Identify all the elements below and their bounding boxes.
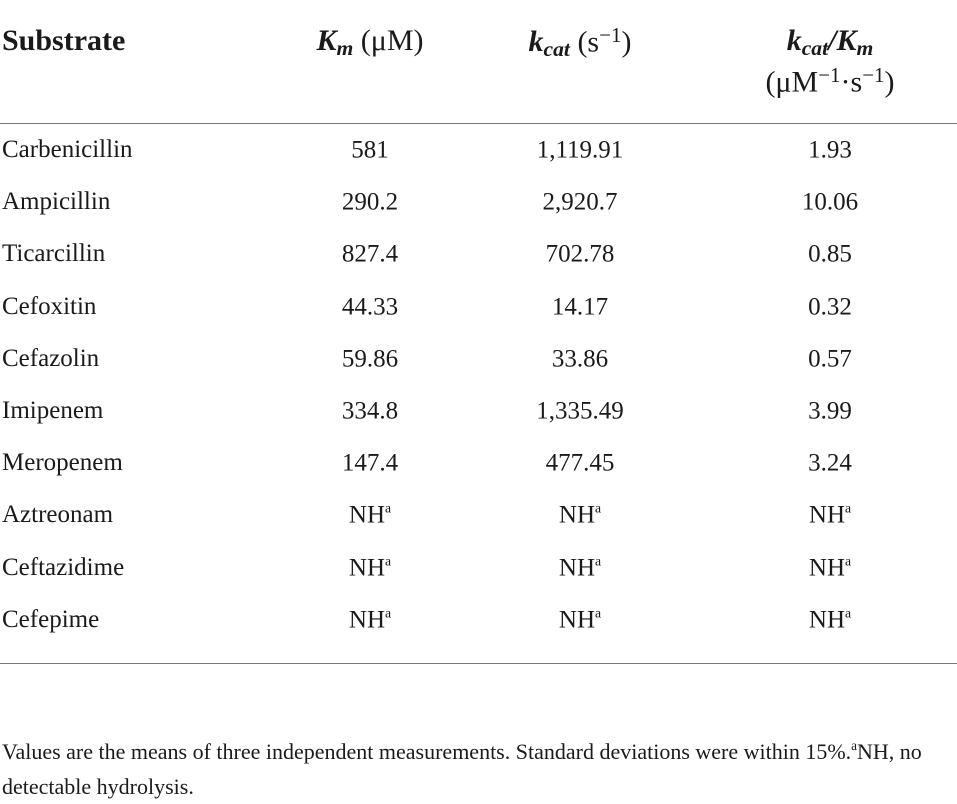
km-subscript: m xyxy=(336,35,354,60)
efficiency-value: 0.32 xyxy=(808,293,852,321)
kcat-value: 14.17 xyxy=(551,293,609,321)
table-row xyxy=(0,228,957,280)
km-cell xyxy=(290,135,450,164)
efficiency-cell xyxy=(740,240,920,269)
eff-unit-mid: ·s xyxy=(840,65,863,99)
km-value: 59.86 xyxy=(341,345,399,373)
kcat-cell xyxy=(500,553,660,582)
km-value: NH xyxy=(348,502,385,530)
efficiency-cell xyxy=(740,188,920,217)
table-footnote xyxy=(2,728,942,804)
efficiency-value: NH xyxy=(808,502,845,530)
efficiency-cell xyxy=(740,501,920,530)
kcat-subscript: cat xyxy=(543,37,570,62)
efficiency-value: 0.57 xyxy=(808,345,852,373)
table-row xyxy=(0,542,957,594)
kcat-cell xyxy=(500,344,660,373)
km-value: 290.2 xyxy=(341,188,399,216)
table-bottom-divider xyxy=(0,663,957,664)
header-efficiency xyxy=(740,22,920,101)
substrate-cell: Ampicillin xyxy=(2,188,111,216)
kcat-unit-open: (s xyxy=(569,25,600,59)
km-footnote-mark: a xyxy=(385,500,392,516)
table-row xyxy=(0,489,957,541)
footnote-mark: a xyxy=(851,738,858,753)
km-value: 44.33 xyxy=(341,293,399,321)
efficiency-cell xyxy=(740,605,920,634)
eff-letter-k: k xyxy=(786,24,802,57)
eff-unit-exp2: −1 xyxy=(862,62,885,87)
table-body xyxy=(0,124,957,646)
table-row xyxy=(0,176,957,228)
km-cell xyxy=(290,240,450,269)
header-substrate: Substrate xyxy=(2,24,126,57)
km-letter: K xyxy=(316,24,337,57)
km-cell xyxy=(290,501,450,530)
footnote-mark-text: NH, no detectable hydrolysis. xyxy=(2,739,922,800)
substrate-cell: Meropenem xyxy=(2,449,123,477)
km-cell xyxy=(290,553,450,582)
kcat-cell xyxy=(500,188,660,217)
kcat-cell xyxy=(500,396,660,425)
header-km xyxy=(290,22,450,62)
table-row xyxy=(0,281,957,333)
efficiency-cell xyxy=(740,344,920,373)
km-value: 581 xyxy=(351,136,389,164)
kcat-value: 477.45 xyxy=(545,449,615,477)
eff-letter-K: K xyxy=(836,24,857,57)
footnote-text: Values are the means of three independent measurements. Standard deviations were within 15%. xyxy=(2,739,852,765)
km-value: NH xyxy=(348,554,385,582)
kcat-value: 1,335.49 xyxy=(536,397,624,425)
kcat-unit-close: ) xyxy=(621,25,632,59)
efficiency-value: 1.93 xyxy=(808,136,852,164)
kcat-value: 1,119.91 xyxy=(536,136,624,164)
km-symbol xyxy=(316,24,354,60)
km-cell xyxy=(290,449,450,478)
substrate-cell: Cefoxitin xyxy=(2,292,97,320)
efficiency-value: 0.85 xyxy=(808,241,852,269)
substrate-cell: Ticarcillin xyxy=(2,240,106,268)
substrate-cell: Aztreonam xyxy=(2,501,114,529)
header-kcat xyxy=(500,22,660,63)
km-footnote-mark: a xyxy=(385,605,392,621)
table-row xyxy=(0,333,957,385)
substrate-cell: Cefepime xyxy=(2,605,100,633)
substrate-cell: Cefazolin xyxy=(2,344,100,372)
efficiency-symbol-line xyxy=(740,22,920,62)
km-cell xyxy=(290,605,450,634)
kcat-cell xyxy=(500,240,660,269)
eff-subscript-m: m xyxy=(856,35,874,60)
kcat-cell xyxy=(500,449,660,478)
efficiency-cell xyxy=(740,292,920,321)
efficiency-cell xyxy=(740,449,920,478)
eff-unit-exp1: −1 xyxy=(818,62,841,87)
kcat-letter: k xyxy=(528,25,544,59)
table-row xyxy=(0,437,957,489)
km-cell xyxy=(290,344,450,373)
table-row xyxy=(0,594,957,646)
kcat-unit-exponent: −1 xyxy=(599,23,622,47)
kcat-symbol xyxy=(528,25,570,62)
efficiency-value: 3.24 xyxy=(808,449,852,477)
kcat-footnote-mark: a xyxy=(595,500,602,516)
table-row xyxy=(0,124,957,176)
kcat-footnote-mark: a xyxy=(595,605,602,621)
kcat-value: NH xyxy=(558,502,595,530)
table-row xyxy=(0,385,957,437)
kcat-value: 2,920.7 xyxy=(542,188,618,216)
kcat-value: NH xyxy=(558,606,595,634)
eff-unit-open: (μM xyxy=(765,65,819,99)
km-cell xyxy=(290,396,450,425)
kcat-cell xyxy=(500,292,660,321)
efficiency-footnote-mark: a xyxy=(845,500,852,516)
efficiency-footnote-mark: a xyxy=(845,552,852,568)
eff-unit-close: ) xyxy=(884,65,895,99)
km-cell xyxy=(290,188,450,217)
km-value: 827.4 xyxy=(341,241,399,269)
km-cell xyxy=(290,292,450,321)
km-unit: (μM) xyxy=(353,24,424,57)
kcat-value: NH xyxy=(558,554,595,582)
substrate-cell: Carbenicillin xyxy=(2,136,133,164)
km-value: 147.4 xyxy=(341,449,399,477)
km-value: 334.8 xyxy=(341,397,399,425)
efficiency-value: 3.99 xyxy=(808,397,852,425)
substrate-cell: Imipenem xyxy=(2,397,104,425)
eff-subscript-cat: cat xyxy=(801,35,829,60)
efficiency-cell xyxy=(740,396,920,425)
efficiency-footnote-mark: a xyxy=(845,605,852,621)
efficiency-cell xyxy=(740,135,920,164)
efficiency-unit-line xyxy=(740,62,920,101)
efficiency-cell xyxy=(740,553,920,582)
efficiency-value: 10.06 xyxy=(801,188,859,216)
kcat-footnote-mark: a xyxy=(595,552,602,568)
substrate-cell: Ceftazidime xyxy=(2,553,125,581)
kcat-cell xyxy=(500,605,660,634)
kcat-value: 702.78 xyxy=(545,241,615,269)
km-footnote-mark: a xyxy=(385,552,392,568)
efficiency-value: NH xyxy=(808,606,845,634)
km-value: NH xyxy=(348,606,385,634)
kcat-cell xyxy=(500,501,660,530)
eff-slash: / xyxy=(828,24,837,57)
efficiency-value: NH xyxy=(808,554,845,582)
kcat-value: 33.86 xyxy=(551,345,609,373)
kcat-cell xyxy=(500,135,660,164)
